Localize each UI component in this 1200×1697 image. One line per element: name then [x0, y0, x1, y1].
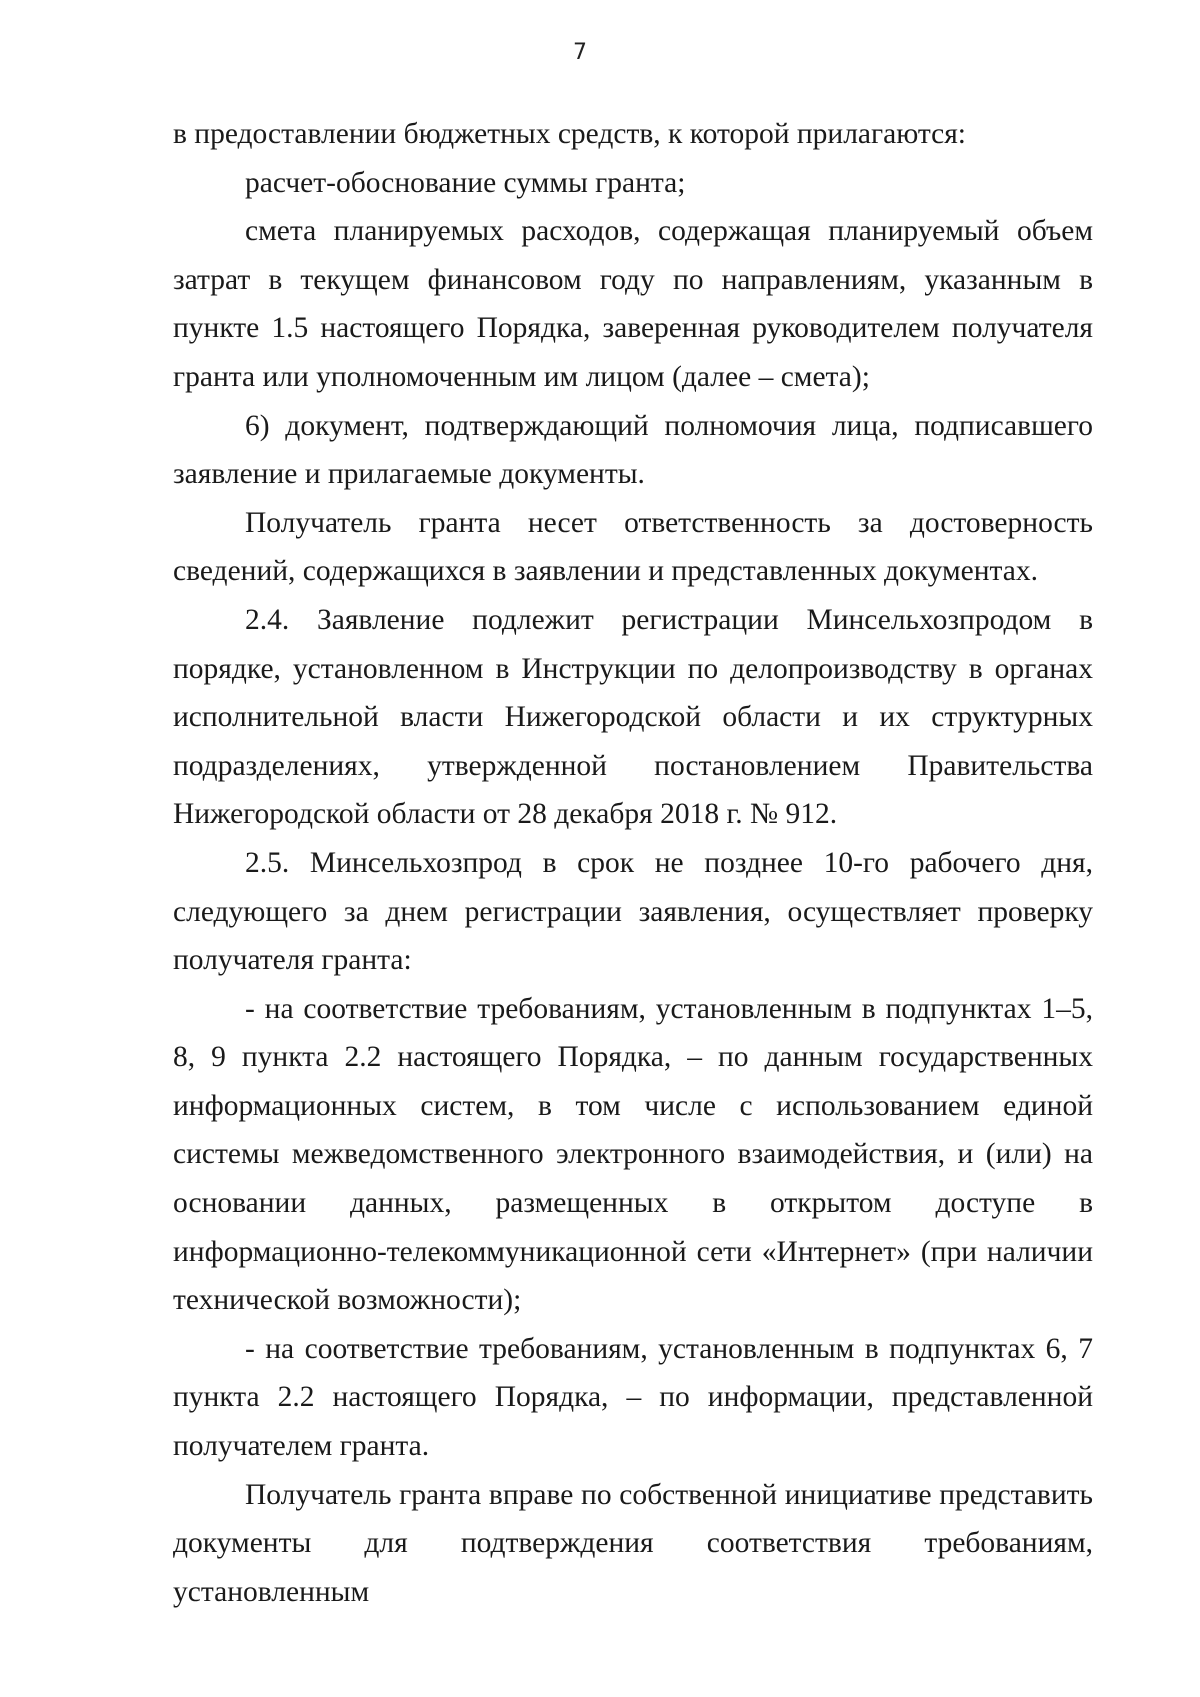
- paragraph-responsibility: Получатель гранта несет ответственность за достоверность сведений, содержащихся в заявлении и представленных документах.: [173, 506, 1093, 588]
- paragraph-item-6: 6) документ, подтверждающий полномочия лица, подписавшего заявление и прилагаемые документы.: [173, 409, 1093, 491]
- paragraph-check-1: - на соответствие требованиям, установленным в подпунктах 1–5, 8, 9 пункта 2.2 настоящего Порядка, – по данным государственных информационных систем, в том числе с использованием единой системы межведомственного электронного взаимодействия, и (или) на основании данных, размещенных в открытом доступе в информационно-телекоммуникационной сети «Интернет» (при наличии технической возможности);: [173, 992, 1093, 1317]
- paragraph-2-5: 2.5. Минсельхозпрод в срок не позднее 10-го рабочего дня, следующего за днем регистрации заявления, осуществляет проверку получателя гранта:: [173, 846, 1093, 977]
- document-body: [173, 110, 1093, 1616]
- paragraph-estimate: смета планируемых расходов, содержащая планируемый объем затрат в текущем финансовом году по направлениям, указанным в пункте 1.5 настоящего Порядка, заверенная руководителем получателя гранта или уполномоченным им лицом (далее – смета);: [173, 215, 1093, 393]
- paragraph-initiative: Получатель гранта вправе по собственной инициативе представить документы для подтверждения соответствия требованиям, установленным: [173, 1478, 1093, 1608]
- page-number: 7: [573, 40, 587, 65]
- paragraph-calculation: расчет-обоснование суммы гранта;: [245, 166, 686, 199]
- paragraph-2-4: 2.4. Заявление подлежит регистрации Минсельхозпродом в порядке, установленном в Инструкции по делопроизводству в органах исполнительной власти Нижегородской области и их структурных подразделениях, утвержденной постановлением Правительства Нижегородской области от 28 декабря 2018 г. № 912.: [173, 603, 1093, 831]
- paragraph-check-2: - на соответствие требованиям, установленным в подпунктах 6, 7 пункта 2.2 настоящего Порядка, – по информации, представленной получателем гранта.: [173, 1332, 1093, 1463]
- paragraph-continuation: в предоставлении бюджетных средств, к которой прилагаются:: [173, 118, 966, 150]
